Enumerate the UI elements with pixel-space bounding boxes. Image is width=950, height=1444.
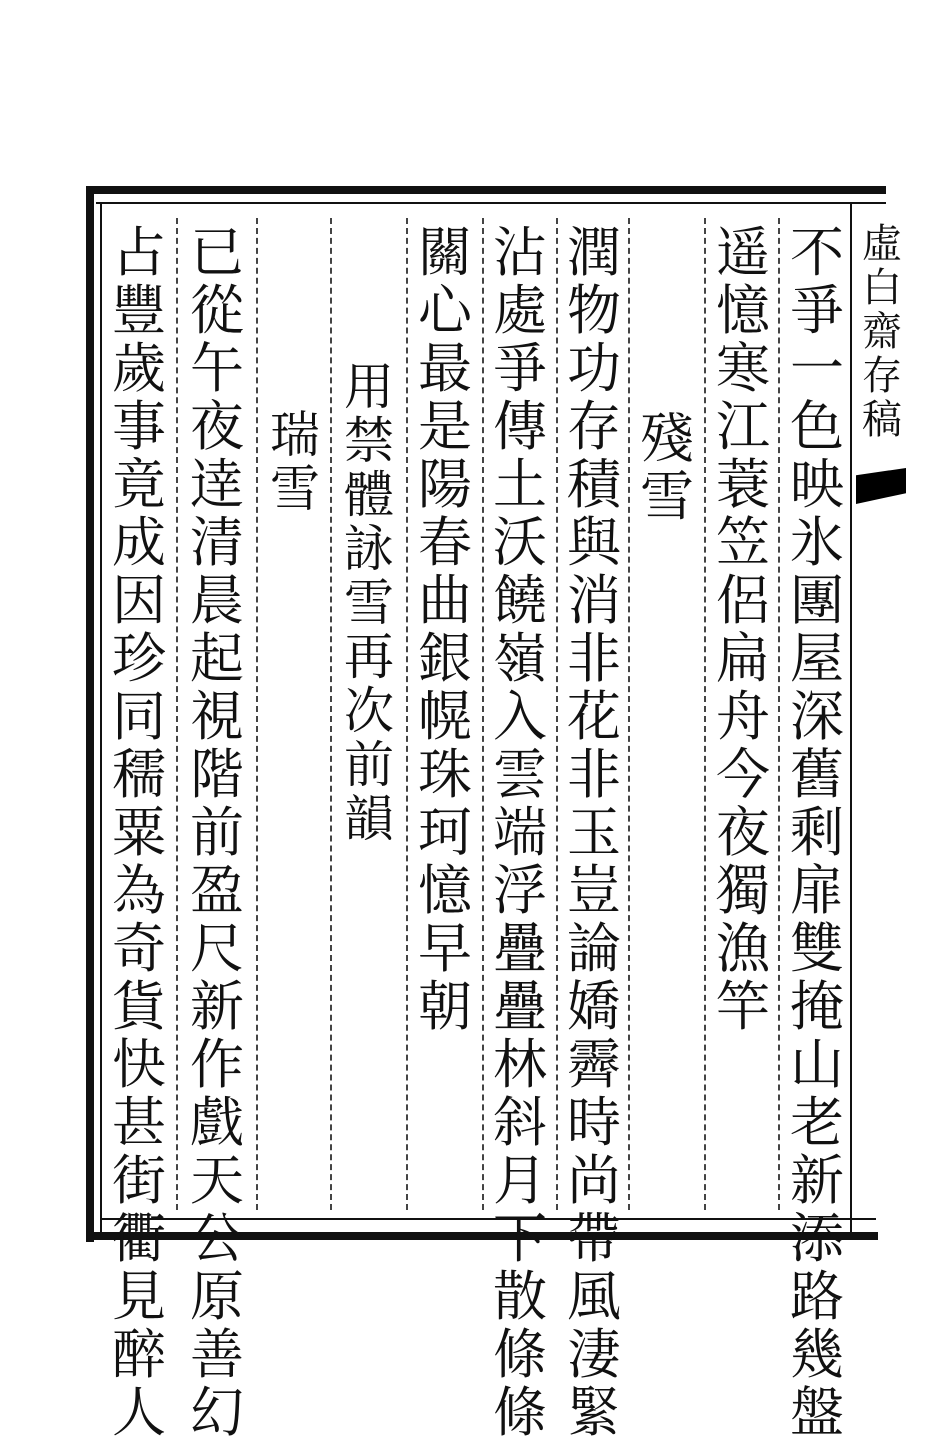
glyph: 已 [190, 221, 244, 284]
glyph: 豈 [567, 859, 621, 922]
glyph: 存 [862, 353, 902, 399]
glyph: 春 [418, 511, 472, 574]
glyph: 山 [790, 1033, 844, 1096]
glyph: 早 [418, 917, 472, 980]
glyph: 同 [112, 685, 166, 748]
page-frame-top [86, 186, 886, 194]
glyph: 深 [790, 685, 844, 748]
glyph: 存 [567, 395, 621, 458]
glyph: 韻 [344, 790, 394, 848]
poem-title-ruixue [258, 408, 332, 516]
glyph: 疊 [493, 975, 547, 1038]
glyph: 林 [493, 1033, 547, 1096]
glyph: 從 [190, 279, 244, 342]
glyph: 憶 [716, 279, 770, 342]
glyph: 剩 [790, 801, 844, 864]
glyph: 珠 [418, 743, 472, 806]
glyph: 色 [790, 395, 844, 458]
glyph: 竟 [112, 453, 166, 516]
poem-line-7 [102, 221, 176, 1444]
glyph: 再 [344, 628, 394, 686]
glyph: 傳 [493, 395, 547, 458]
glyph: 物 [567, 279, 621, 342]
glyph: 衢 [112, 1207, 166, 1270]
glyph: 嬌 [567, 975, 621, 1038]
glyph: 添 [790, 1207, 844, 1270]
glyph: 醉 [112, 1323, 166, 1386]
glyph: 人 [112, 1381, 166, 1444]
poem-line-1 [780, 221, 854, 1444]
glyph: 月 [493, 1149, 547, 1212]
glyph: 獨 [716, 859, 770, 922]
glyph: 淒 [567, 1323, 621, 1386]
glyph: 白 [862, 265, 902, 311]
glyph: 事 [112, 395, 166, 458]
glyph: 條 [493, 1381, 547, 1444]
glyph: 潤 [567, 221, 621, 284]
glyph: 沾 [493, 221, 547, 284]
glyph: 心 [418, 279, 472, 342]
glyph: 幻 [190, 1381, 244, 1444]
glyph: 老 [790, 1091, 844, 1154]
glyph: 散 [493, 1265, 547, 1328]
glyph: 不 [790, 221, 844, 284]
glyph: 風 [567, 1265, 621, 1328]
glyph: 曲 [418, 569, 472, 632]
glyph: 雙 [790, 917, 844, 980]
glyph: 非 [567, 627, 621, 690]
glyph: 氷 [790, 511, 844, 574]
glyph: 前 [344, 736, 394, 794]
glyph: 體 [344, 466, 394, 524]
glyph: 一 [790, 337, 844, 400]
glyph: 尚 [567, 1149, 621, 1212]
page-frame-top-inner [96, 202, 886, 204]
glyph: 見 [112, 1265, 166, 1328]
glyph: 視 [190, 685, 244, 748]
glyph: 團 [790, 569, 844, 632]
glyph: 蓑 [716, 453, 770, 516]
glyph: 街 [112, 1149, 166, 1212]
column-rule [256, 218, 258, 1210]
glyph: 詠 [344, 520, 394, 578]
glyph: 作 [190, 1033, 244, 1096]
glyph: 條 [493, 1323, 547, 1386]
glyph: 穤 [112, 743, 166, 806]
glyph: 最 [418, 337, 472, 400]
glyph: 夜 [190, 395, 244, 458]
glyph: 入 [493, 685, 547, 748]
poem-title-canxue [630, 407, 704, 528]
glyph: 屋 [790, 627, 844, 690]
glyph: 戲 [190, 1091, 244, 1154]
glyph: 雲 [493, 743, 547, 806]
glyph: 江 [716, 395, 770, 458]
glyph: 晨 [190, 569, 244, 632]
glyph: 禁 [344, 412, 394, 470]
glyph: 天 [190, 1149, 244, 1212]
glyph: 寒 [716, 337, 770, 400]
glyph: 關 [418, 221, 472, 284]
glyph: 時 [567, 1091, 621, 1154]
glyph: 占 [112, 221, 166, 284]
glyph: 幌 [418, 685, 472, 748]
glyph: 緊 [567, 1381, 621, 1444]
glyph: 陽 [418, 453, 472, 516]
glyph: 論 [567, 917, 621, 980]
glyph: 嶺 [493, 627, 547, 690]
glyph: 快 [112, 1033, 166, 1096]
fish-tail-mark [856, 468, 906, 504]
glyph: 雪 [640, 465, 694, 528]
glyph: 積 [567, 453, 621, 516]
glyph: 雪 [270, 460, 320, 518]
glyph: 竿 [716, 975, 770, 1038]
glyph: 下 [493, 1207, 547, 1270]
glyph: 奇 [112, 917, 166, 980]
poem-line-3 [557, 221, 631, 1444]
glyph: 豐 [112, 279, 166, 342]
glyph: 處 [493, 279, 547, 342]
glyph: 花 [567, 685, 621, 748]
glyph: 原 [190, 1265, 244, 1328]
glyph: 舟 [716, 685, 770, 748]
glyph: 映 [790, 453, 844, 516]
glyph: 因 [112, 569, 166, 632]
spine-title [862, 222, 902, 442]
glyph: 貨 [112, 975, 166, 1038]
glyph: 侶 [716, 569, 770, 632]
glyph: 斜 [493, 1091, 547, 1154]
glyph: 善 [190, 1323, 244, 1386]
glyph: 新 [190, 975, 244, 1038]
glyph: 憶 [418, 859, 472, 922]
glyph: 歲 [112, 337, 166, 400]
glyph: 疊 [493, 917, 547, 980]
glyph: 沃 [493, 511, 547, 574]
poem-line-4 [483, 221, 557, 1444]
glyph: 起 [190, 627, 244, 690]
glyph: 銀 [418, 627, 472, 690]
glyph: 殘 [640, 407, 694, 470]
glyph: 玉 [567, 801, 621, 864]
poem-title-jinti [332, 360, 406, 846]
glyph: 前 [190, 801, 244, 864]
glyph: 消 [567, 569, 621, 632]
glyph: 端 [493, 801, 547, 864]
glyph: 幾 [790, 1323, 844, 1386]
glyph: 盈 [190, 859, 244, 922]
glyph: 用 [344, 358, 394, 416]
glyph: 逹 [190, 453, 244, 516]
glyph: 稿 [862, 397, 902, 443]
glyph: 次 [344, 682, 394, 740]
glyph: 掩 [790, 975, 844, 1038]
glyph: 路 [790, 1265, 844, 1328]
glyph: 土 [493, 453, 547, 516]
glyph: 粟 [112, 801, 166, 864]
poem-line-2 [706, 221, 780, 1038]
glyph: 夜 [716, 801, 770, 864]
glyph: 功 [567, 337, 621, 400]
glyph: 扁 [716, 627, 770, 690]
glyph: 漁 [716, 917, 770, 980]
glyph: 今 [716, 743, 770, 806]
glyph: 盤 [790, 1381, 844, 1444]
glyph: 階 [190, 743, 244, 806]
glyph: 是 [418, 395, 472, 458]
glyph: 浮 [493, 859, 547, 922]
glyph: 成 [112, 511, 166, 574]
glyph: 與 [567, 511, 621, 574]
glyph: 午 [190, 337, 244, 400]
poem-line-6 [180, 221, 254, 1444]
glyph: 虛 [862, 221, 902, 267]
glyph: 笠 [716, 511, 770, 574]
glyph: 饒 [493, 569, 547, 632]
glyph: 遥 [716, 221, 770, 284]
glyph: 為 [112, 859, 166, 922]
glyph: 帶 [567, 1207, 621, 1270]
glyph: 清 [190, 511, 244, 574]
glyph: 扉 [790, 859, 844, 922]
glyph: 朝 [418, 975, 472, 1038]
column-rule [176, 218, 178, 1210]
glyph: 霽 [567, 1033, 621, 1096]
glyph: 齋 [862, 309, 902, 355]
glyph: 舊 [790, 743, 844, 806]
glyph: 雪 [344, 574, 394, 632]
glyph: 公 [190, 1207, 244, 1270]
glyph: 珂 [418, 801, 472, 864]
poem-line-5 [408, 221, 482, 1038]
page-frame-left [86, 186, 94, 1242]
glyph: 爭 [493, 337, 547, 400]
glyph: 非 [567, 743, 621, 806]
glyph: 爭 [790, 279, 844, 342]
glyph: 甚 [112, 1091, 166, 1154]
glyph: 瑞 [270, 406, 320, 464]
glyph: 新 [790, 1149, 844, 1212]
glyph: 尺 [190, 917, 244, 980]
glyph: 珍 [112, 627, 166, 690]
